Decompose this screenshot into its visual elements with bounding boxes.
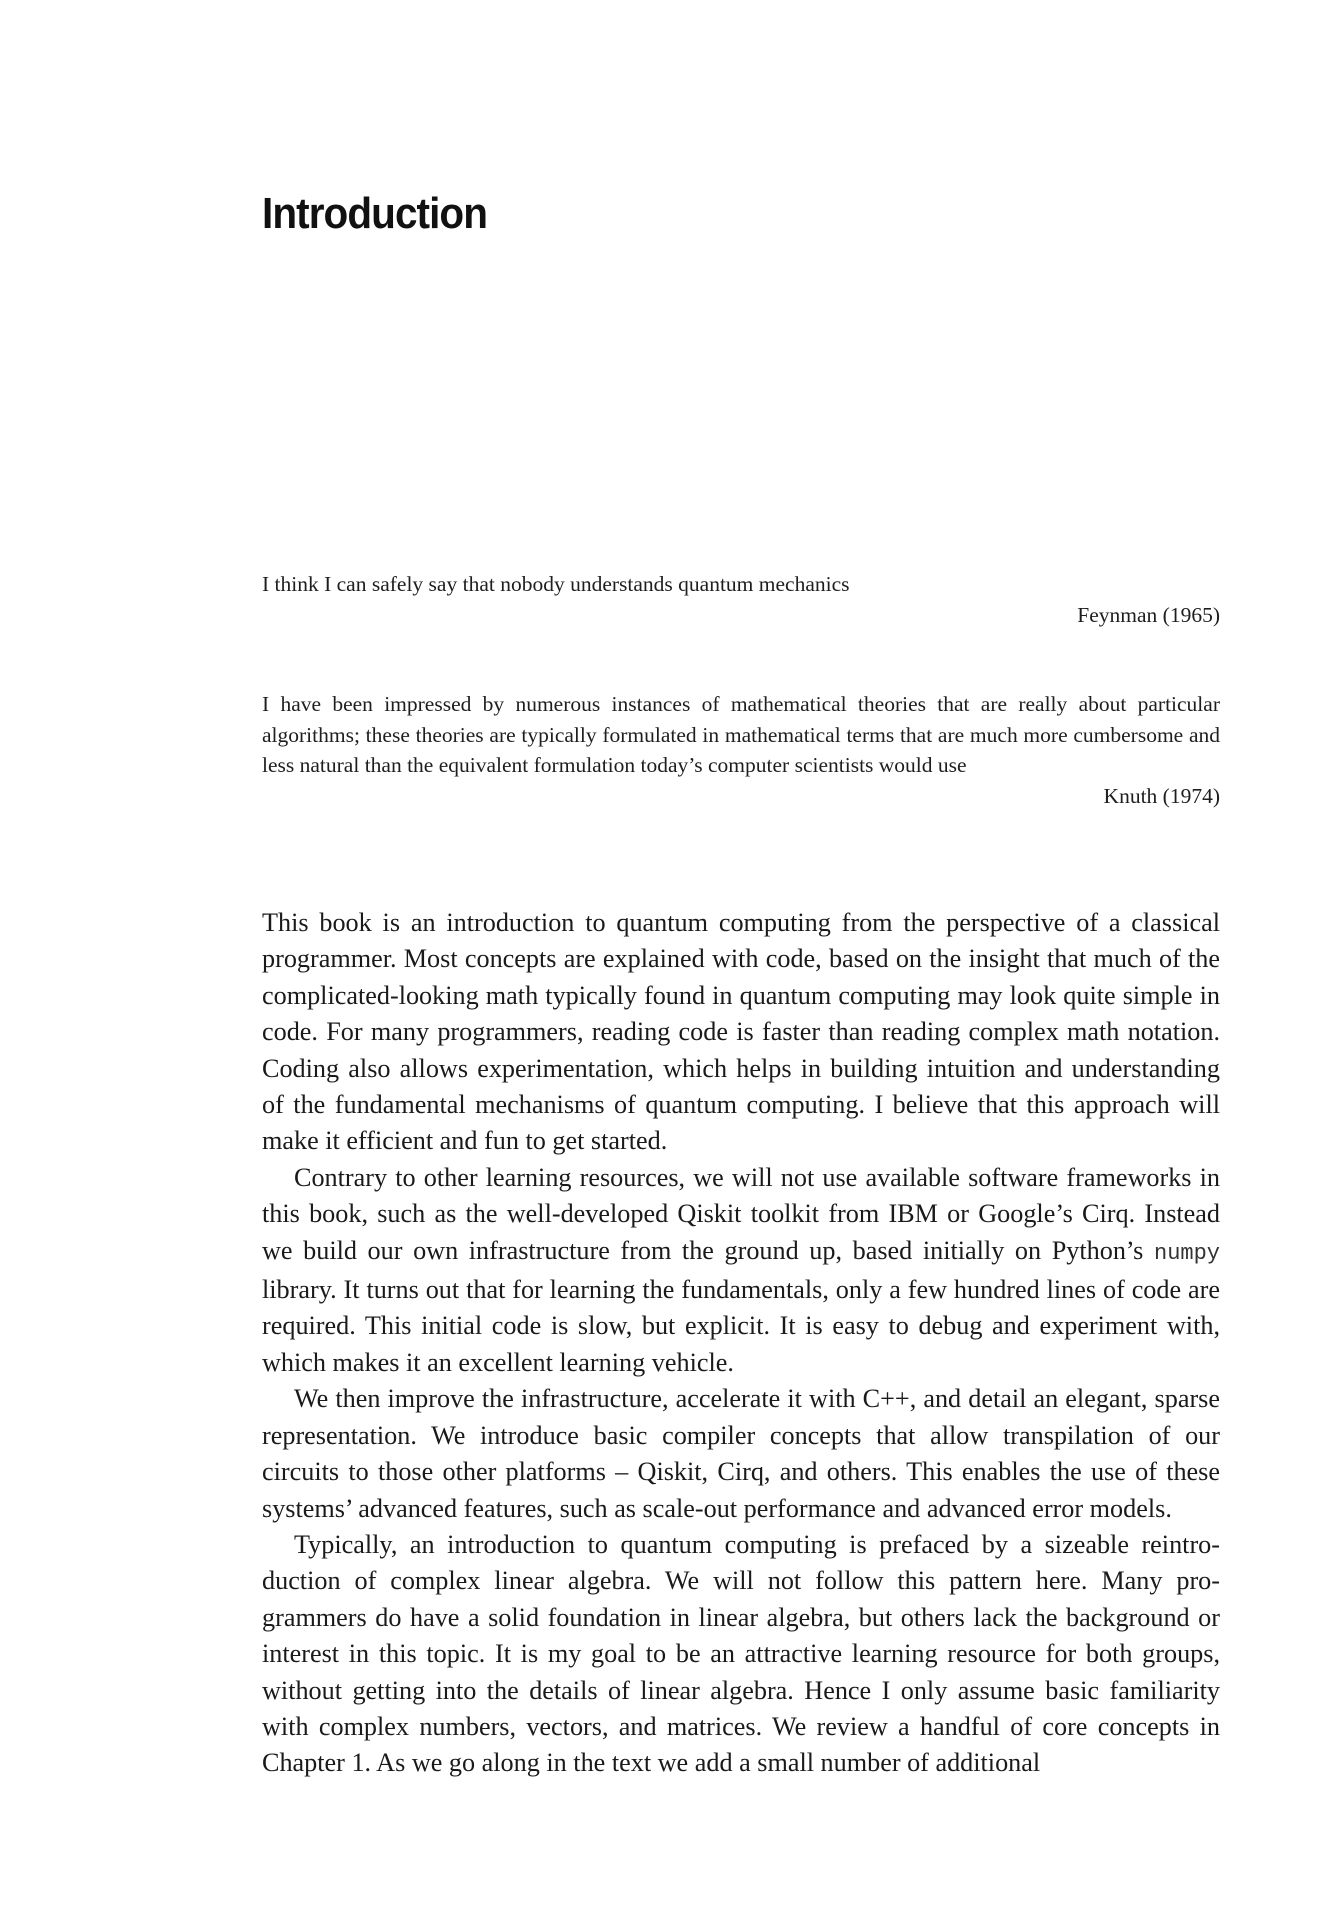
epigraph-quote: I have been impressed by numerous instances of mathematical theories that are really about particular algorithms; these theories are typically formulated in mathematical terms that are much more cumbersome and less natural than the equivalent formulation today’s computer scientists would use <box>262 692 1220 777</box>
body-text <box>262 905 1220 1782</box>
epigraph-attribution: Knuth (1974) <box>1103 783 1220 808</box>
body-paragraph-3: We then improve the infrastructure, accelerate it with C++, and detail an elegant, sparse representation. We introduce basic compiler concepts that allow transpilation of our circuits to those other platforms – Qiskit, Cirq, and others. This enables the use of these systems’ advanced features, such as scale-out performance and advanced error models. <box>262 1384 1220 1523</box>
paragraph-text: Contrary to other learning resources, we will not use available software frameworks in this book, such as the well-developed Qiskit toolkit from IBM or Google’s Cirq. Instead we build our own infrastructure from the ground up, based initially on Python’s <box>262 1162 1220 1265</box>
epigraph-knuth <box>262 689 1220 811</box>
inline-code-numpy: numpy <box>1154 1240 1221 1266</box>
body-paragraph-2 <box>262 1160 1220 1381</box>
paragraph-text: library. It turns out that for learning the fundamentals, only a few hundred lines of code are required. This initial code is slow, but explicit. It is easy to debug and experiment with, which makes it an excellent learning vehicle. <box>262 1275 1220 1377</box>
epigraph-quote: I think I can safely say that nobody understands quantum mechanics <box>262 572 850 596</box>
epigraph-feynman <box>262 569 1220 630</box>
body-paragraph-1: This book is an introduction to quantum computing from the perspective of a classical programmer. Most concepts are explained with code, based on the insight that much of the complicated-looking math typically found in quantum computing may look quite simple in code. For many programmers, reading code is faster than reading complex math notation. Coding also allows experimentation, which helps in building intuition and understanding of the fundamental mechanisms of quantum computing. I believe that this approach will make it efficient and fun to get started. <box>262 908 1220 1156</box>
chapter-title: Introduction <box>262 189 488 238</box>
body-paragraph-4: Typically, an introduction to quantum computing is prefaced by a sizeable reintroduction of complex linear algebra. We will not follow this pattern here. Many programmers do have a solid foundation in linear algebra, but others lack the background or interest in this topic. It is my goal to be an attractive learning resource for both groups, without getting into the details of linear algebra. Hence I only assume basic familiarity with complex numbers, vectors, and matrices. We review a handful of core concepts in Chapter 1. As we go along in the text we add a small number of additional <box>262 1529 1220 1778</box>
epigraph-attribution: Feynman (1965) <box>1077 602 1220 627</box>
